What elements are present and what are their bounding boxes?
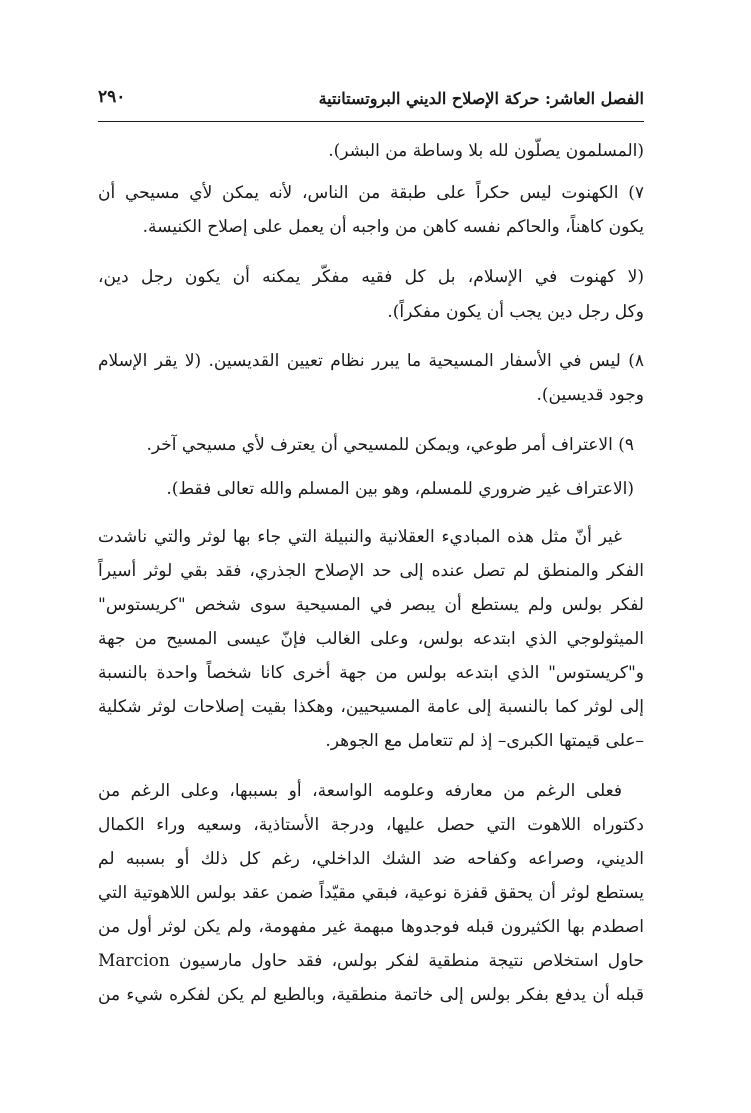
text-line: اصطدم بها الكثيرون قبله فوجدوها مبهمة غير مفهومة، ولم يكن لوثر أول من (98, 917, 644, 937)
text-line: دكتوراه اللاهوت التي حصل عليها، ودرجة الأستاذية، وسعيه وراء الكمال (98, 815, 644, 835)
text-line: ٩) الاعتراف أمر طوعي، ويمكن للمسيحي أن يعترف لأي مسيحي آخر. (146, 435, 634, 455)
text-line: الفكر والمنطق لم تصل عنده إلى حد الإصلاح الجذري، فقد بقي لوثر أسيراً (98, 561, 644, 581)
text-line: (لا كهنوت في الإسلام، بل كل فقيه مفكّر يمكنه أن يكون رجل دين، (98, 267, 644, 287)
text-line: قبله أن يدفع بفكر بولس إلى خاتمة منطقية، وبالطبع لم يكن لفكره شيء من (98, 985, 644, 1005)
page-header (98, 85, 644, 113)
text-line: الديني، وصراعه وكفاحه ضد الشك الداخلي، رغم كل ذلك أو بسببه لم (98, 849, 644, 869)
text-line: يكون كاهناً، والحاكم نفسه كاهن من واجبه أن يعمل على إصلاح الكنيسة. (142, 217, 644, 237)
text-line: الميثولوجي الذي ابتدعه بولس، وعلى الغالب فإنّ عيسى المسيح من جهة (98, 629, 644, 649)
text-line: يستطع لوثر أن يحقق قفزة نوعية، فبقي مقيّداً ضمن عقد بولس اللاهوتية التي (98, 883, 644, 903)
chapter-title: الفصل العاشر: حركة الإصلاح الديني البروتستانتية (318, 89, 644, 108)
page-number: ٢٩٠ (98, 87, 126, 107)
text-line: غير أنّ مثل هذه المباديء العقلانية والنبيلة التي جاء بها لوثر والتي ناشدت (98, 527, 622, 547)
text-line: (الاعتراف غير ضروري للمسلم، وهو بين المسلم والله تعالى فقط). (166, 479, 634, 499)
text-line: ٨) ليس في الأسفار المسيحية ما يبرر نظام تعيين القديسين. (لا يقر الإسلام (98, 351, 644, 371)
text-line: وجود قديسين). (536, 385, 644, 405)
text-line: وكل رجل دين يجب أن يكون مفكراً). (387, 302, 644, 322)
text-line: ٧) الكهنوت ليس حكراً على طبقة من الناس، لأنه يمكن لأي مسيحي أن (98, 183, 644, 203)
text-line: –على قيمتها الكبرى– إذ لم تتعامل مع الجوهر. (325, 731, 644, 751)
text-line: لفكر بولس ولم يستطع أن يبصر في المسيحية سوى شخص "كريستوس" (98, 595, 644, 615)
text-line: إلى لوثر كما بالنسبة إلى عامة المسيحيين، وهكذا بقيت إصلاحات لوثر شكلية (98, 697, 644, 717)
text-line: حاول استخلاص نتيجة منطقية لفكر بولس، فقد حاول مارسيون Marcion (98, 951, 644, 971)
text-line: و"كريستوس" الذي ابتدعه بولس من جهة أخرى كانا شخصاً واحدة بالنسبة (98, 663, 644, 683)
header-rule (98, 121, 644, 122)
text-line: (المسلمون يصلّون لله بلا وساطة من البشر). (328, 141, 644, 161)
text-line: فعلى الرغم من معارفه وعلومه الواسعة، أو بسببها، وعلى الرغم من (98, 781, 622, 801)
